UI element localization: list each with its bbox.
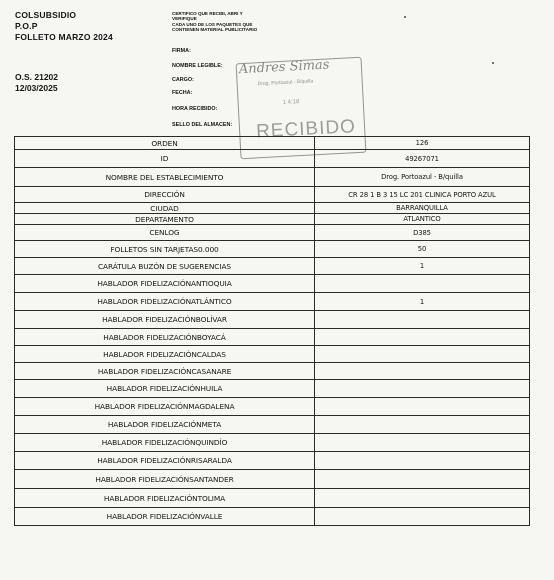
order-number: O.S. 21202 — [15, 72, 59, 82]
certificate-line: CADA UNO DE LOS PAQUETES QUE — [172, 21, 253, 27]
table-row — [15, 187, 530, 203]
order-date: 12/03/2025 — [15, 83, 58, 93]
row-label: HABLADOR FIDELIZACIÓNTOLIMA — [15, 489, 315, 508]
folleto-title: FOLLETO MARZO 2024 — [15, 32, 113, 42]
row-value: 1 — [315, 258, 530, 275]
table-row — [15, 150, 530, 168]
table-row — [15, 225, 530, 241]
row-value: 50 — [315, 241, 530, 258]
row-label: HABLADOR FIDELIZACIÓNMAGDALENA — [15, 398, 315, 416]
table-row — [15, 241, 530, 258]
row-label: HABLADOR FIDELIZACIÓNVALLE — [15, 508, 315, 526]
row-value — [315, 470, 530, 489]
table-row — [15, 434, 530, 452]
table-row — [15, 452, 530, 470]
row-value — [315, 311, 530, 329]
row-value — [315, 329, 530, 346]
nombre-label: NOMBRE LEGIBLE: — [172, 63, 223, 69]
company-name: COLSUBSIDIO — [15, 10, 77, 20]
row-label: HABLADOR FIDELIZACIÓNSANTANDER — [15, 470, 315, 489]
row-label: NOMBRE DEL ESTABLECIMIENTO — [15, 168, 315, 187]
delivery-table — [14, 136, 530, 526]
sello-label: SELLO DEL ALMACEN: — [172, 122, 233, 128]
table-body — [15, 137, 530, 526]
hora-label: HORA RECIBIDO: — [172, 106, 218, 112]
row-value — [315, 508, 530, 526]
table-row — [15, 203, 530, 214]
row-value: D385 — [315, 225, 530, 241]
row-label: HABLADOR FIDELIZACIÓNANTIOQUIA — [15, 275, 315, 293]
stamp-time: 1 4:18 — [282, 99, 300, 106]
row-value — [315, 489, 530, 508]
row-label: HABLADOR FIDELIZACIÓNQUINDÍO — [15, 434, 315, 452]
row-label: ID — [15, 150, 315, 168]
stamp-subtitle: Drog. Portoazul - B/quilla — [257, 78, 314, 88]
speck — [404, 16, 406, 18]
table-row — [15, 168, 530, 187]
row-value — [315, 363, 530, 380]
row-label: CARÁTULA BUZÓN DE SUGERENCIAS — [15, 258, 315, 275]
row-label: FOLLETOS SIN TARJETAS0.000 — [15, 241, 315, 258]
row-value — [315, 434, 530, 452]
row-label: CIUDAD — [15, 203, 315, 214]
table-row — [15, 470, 530, 489]
table-row — [15, 258, 530, 275]
department: P.O.P — [15, 21, 38, 31]
stamp-word: RECIBIDO — [255, 116, 357, 143]
table-row — [15, 489, 530, 508]
row-label: HABLADOR FIDELIZACIÓNBOLÍVAR — [15, 311, 315, 329]
certificate-line: CERTIFICO QUE RECIBI, ABRI Y — [172, 11, 243, 16]
order-block — [15, 72, 58, 94]
header-block — [15, 10, 113, 43]
table-row — [15, 398, 530, 416]
signature: Andres Simas — [238, 57, 330, 78]
table-row — [15, 311, 530, 329]
firma-label: FIRMA: — [172, 48, 191, 54]
table-row — [15, 329, 530, 346]
cargo-label: CARGO: — [172, 77, 194, 83]
row-value: BARRANQUILLA — [315, 203, 530, 214]
row-value — [315, 380, 530, 398]
table-row — [15, 214, 530, 225]
row-value: 126 — [315, 137, 530, 150]
table-row — [15, 137, 530, 150]
row-label: HABLADOR FIDELIZACIÓNMETA — [15, 416, 315, 434]
certificate-line: VERIFIQUE — [172, 16, 197, 22]
row-value: 49267071 — [315, 150, 530, 168]
row-label: HABLADOR FIDELIZACIÓNATLÁNTICO — [15, 293, 315, 311]
fecha-label: FECHA: — [172, 90, 193, 96]
table-row — [15, 293, 530, 311]
row-label: DEPARTAMENTO — [15, 214, 315, 225]
row-label: ORDEN — [15, 137, 315, 150]
row-value — [315, 416, 530, 434]
row-value: ATLANTICO — [315, 214, 530, 225]
row-value — [315, 452, 530, 470]
row-label: HABLADOR FIDELIZACIÓNBOYACÁ — [15, 329, 315, 346]
table-row — [15, 508, 530, 526]
row-label: CENLOG — [15, 225, 315, 241]
table-row — [15, 380, 530, 398]
table-row — [15, 363, 530, 380]
row-value — [315, 398, 530, 416]
table-row — [15, 346, 530, 363]
row-label: HABLADOR FIDELIZACIÓNRISARALDA — [15, 452, 315, 470]
row-value: CR 28 1 B 3 15 LC 201 CLINICA PORTO AZUL — [315, 187, 530, 203]
row-value — [315, 275, 530, 293]
row-value: 1 — [315, 293, 530, 311]
row-label: DIRECCIÓN — [15, 187, 315, 203]
row-label: HABLADOR FIDELIZACIÓNCASANARE — [15, 363, 315, 380]
table-row — [15, 275, 530, 293]
speck — [492, 62, 494, 64]
row-value: Drog. Portoazul - B/quilla — [315, 168, 530, 187]
row-label: HABLADOR FIDELIZACIÓNHUILA — [15, 380, 315, 398]
certificate-text — [172, 11, 322, 32]
certificate-line: CONTIENEN MATERIAL PUBLICITARIO — [172, 26, 258, 32]
table-row — [15, 416, 530, 434]
row-value — [315, 346, 530, 363]
row-label: HABLADOR FIDELIZACIÓNCALDAS — [15, 346, 315, 363]
